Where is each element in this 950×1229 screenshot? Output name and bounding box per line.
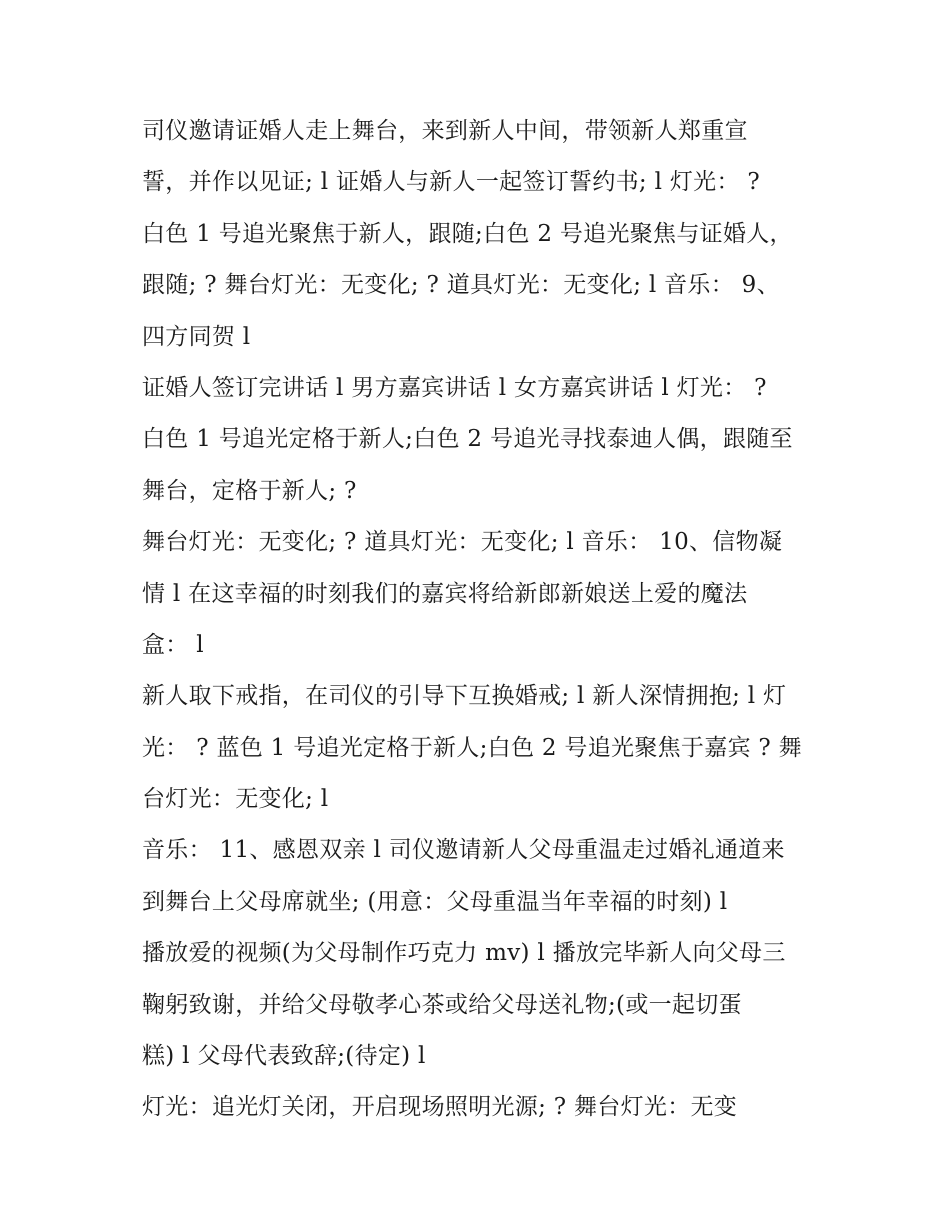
text-line: 盒： l <box>142 631 204 658</box>
text-line: 鞠躬致谢，并给父母敬孝心茶或给父母送礼物;(或一起切蛋 <box>142 991 742 1018</box>
text-line: 糕) l 父母代表致辞;(待定) l <box>142 1043 426 1070</box>
text-line: 音乐： 11、感恩双亲 l 司仪邀请新人父母重温走过婚礼通道来 <box>142 837 785 864</box>
text-line: 誓，并作以见证; l 证婚人与新人一起签订誓约书; l 灯光： ? <box>142 169 760 196</box>
text-line: 白色 1 号追光定格于新人;白色 2 号追光寻找泰迪人偶，跟随至 <box>142 426 793 453</box>
text-line: 白色 1 号追光聚焦于新人，跟随;白色 2 号追光聚焦与证婚人， <box>142 220 793 247</box>
text-line: 证婚人签订完讲话 l 男方嘉宾讲话 l 女方嘉宾讲话 l 灯光： ? <box>142 374 767 401</box>
text-line: 舞台灯光：无变化; ? 道具灯光：无变化; l 音乐： 10、信物凝 <box>142 529 783 556</box>
text-line: 播放爱的视频(为父母制作巧克力 mv) l 播放完毕新人向父母三 <box>142 940 786 967</box>
text-line: 光： ? 蓝色 1 号追光定格于新人;白色 2 号追光聚焦于嘉宾 ? 舞 <box>142 734 802 761</box>
text-line: 情 l 在这幸福的时刻我们的嘉宾将给新郎新娘送上爱的魔法 <box>142 580 748 607</box>
text-line: 舞台，定格于新人; ? <box>142 477 357 504</box>
text-line: 台灯光：无变化; l <box>142 786 329 813</box>
text-line: 司仪邀请证婚人走上舞台，来到新人中间，带领新人郑重宣 <box>142 118 748 144</box>
text-line: 跟随; ? 舞台灯光：无变化; ? 道具灯光：无变化; l 音乐： 9、 <box>142 272 780 299</box>
text-line: 新人取下戒指，在司仪的引导下互换婚戒; l 新人深情拥抱; l 灯 <box>142 683 787 710</box>
text-line: 四方同贺 l <box>142 323 251 350</box>
text-line: 到舞台上父母席就坐; (用意：父母重温当年幸福的时刻) l <box>142 888 728 915</box>
text-line: 灯光：追光灯关闭，开启现场照明光源; ? 舞台灯光：无变 <box>142 1094 738 1121</box>
body-text <box>142 106 822 1134</box>
